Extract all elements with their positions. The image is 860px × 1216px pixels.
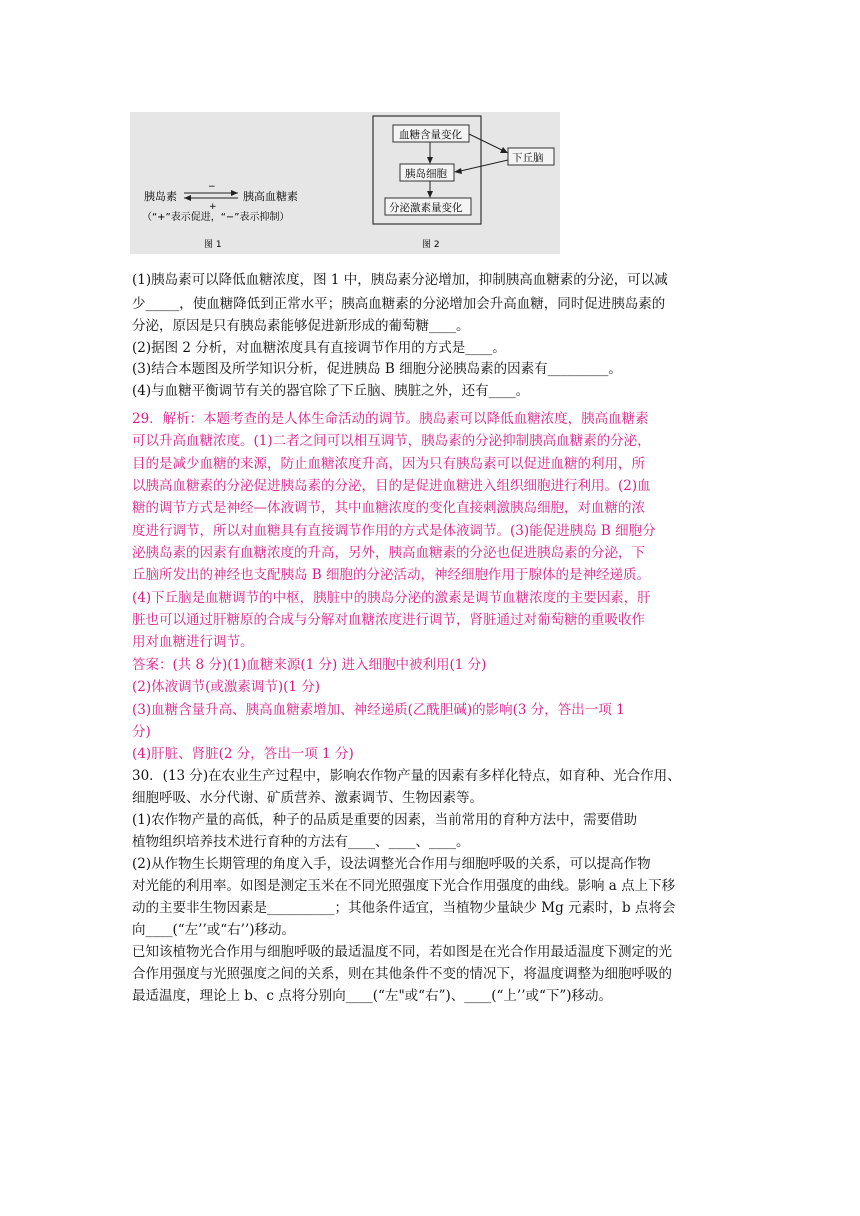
answer-line: (4)下丘脑是血糖调节的中枢，胰脏中的胰岛分泌的激素是调节血糖浓度的主要因素，肝: [132, 590, 651, 606]
answer-line: (4)肝脏、肾脏(2 分，答出一项 1 分): [132, 746, 354, 762]
fig1-arrowhead-top: [231, 190, 238, 196]
question-line: 已知该植物光合作用与细胞呼吸的最适温度不同，若如图是在光合作用最适温度下测定的光: [132, 944, 672, 960]
question-line: 30．(13 分)在农业生产过程中，影响农作物产量的因素有多样化特点，如育种、光合作用、: [132, 768, 681, 784]
question-line: (1)农作物产量的高低，种子的品质是重要的因素，当前常用的育种方法中，需要借助: [132, 812, 638, 828]
fig1-right-label: 胰高血糖素: [243, 190, 298, 203]
question-line: 植物组织培养技术进行育种的方法有____、____、____。: [132, 834, 470, 850]
fig1-sign-bottom: +: [209, 202, 217, 212]
fig2-box-hypothalamus-label: 下丘脑: [512, 152, 544, 164]
question-line: (1)胰岛素可以降低血糖浓度，图 1 中，胰岛素分泌增加，抑制胰高血糖素的分泌，可以减: [132, 272, 668, 288]
answer-line: 糖的调节方式是神经—体液调节，其中血糖浓度的变化直接刺激胰岛细胞，对血糖的浓: [132, 500, 645, 516]
question-line: (2)从作物生长期管理的角度入手，设法调整光合作用与细胞呼吸的关系，可以提高作物: [132, 856, 651, 872]
fig2-box-hormone-label: 分泌激素量变化: [389, 202, 463, 214]
fig2-arrowhead-2: [427, 191, 433, 198]
question-line: 细胞呼吸、水分代谢、矿质营养、激素调节、生物因素等。: [132, 790, 483, 806]
fig2-arrow-hypothalamus-islet: [456, 160, 508, 172]
question-line: 少_____，使血糖降低到正常水平；胰高血糖素的分泌增加会升高血糖，同时促进胰岛素的: [132, 296, 666, 312]
answer-line: 目的是减少血糖的来源，防止血糖浓度升高，因为只有胰岛素可以促进血糖的利用，所: [132, 456, 645, 472]
answer-line: 脏也可以通过肝糖原的合成与分解对血糖浓度进行调节，肾脏通过对葡萄糖的重吸收作: [132, 612, 645, 628]
question-line: (4)与血糖平衡调节有关的器官除了下丘脑、胰脏之外，还有____。: [132, 383, 530, 399]
fig1-left-label: 胰岛素: [144, 190, 177, 203]
answer-line: 度进行调节，所以对血糖具有直接调节作用的方式是体液调节。(3)能促进胰岛 B 细胞分: [132, 523, 656, 539]
question-line: (3)结合本题图及所学知识分析，促进胰岛 B 细胞分泌胰岛素的因素有_________。: [132, 361, 622, 377]
answer-line: 丘脑所发出的神经也支配胰岛 B 细胞的分泌活动，神经细胞作用于腺体的是神经递质。: [132, 567, 651, 583]
answer-line: 用对血糖进行调节。: [132, 634, 254, 650]
answer-line: 泌胰岛素的因素有血糖浓度的升高，另外，胰高血糖素的分泌也促进胰岛素的分泌，下: [132, 545, 645, 561]
fig2-box-glucose-label: 血糖含量变化: [399, 129, 462, 141]
fig1-arrowhead-bottom: [184, 195, 191, 201]
question-line: (2)据图 2 分析，对血糖浓度具有直接调节作用的方式是____。: [132, 340, 506, 356]
fig2-box-islet-label: 胰岛细胞: [405, 168, 447, 180]
question-line: 对光能的利用率。如图是测定玉米在不同光照强度下光合作用强度的曲线。影响 a 点上下移: [132, 878, 676, 894]
fig1-caption: 图 1: [204, 240, 222, 250]
fig1-note: （“+”表示促进，“−”表示抑制）: [142, 212, 290, 223]
fig2-caption: 图 2: [422, 240, 440, 250]
answer-line: (3)血糖含量升高、胰高血糖素增加、神经递质(乙酰胆碱)的影响(3 分，答出一项 1: [132, 702, 625, 718]
figure-1-2: [130, 112, 560, 254]
question-line: 向____(“左’’或“右’’)移动。: [132, 922, 296, 938]
fig2-arrow-glucose-hypothalamus: [469, 134, 506, 152]
answer-line: 29．解析：本题考查的是人体生命活动的调节。胰岛素可以降低血糖浓度，胰高血糖素: [132, 411, 649, 427]
answer-line: 以胰高血糖素的分泌促进胰岛素的分泌，目的是促进血糖进入组织细胞进行利用。(2)血: [132, 478, 651, 494]
question-line: 动的主要非生物因素是__________；其他条件适宜，当植物少量缺少 Mg 元素时，b 点将会: [132, 900, 676, 916]
figure-svg: [130, 112, 560, 254]
question-line: 分泌，原因是只有胰岛素能够促进新形成的葡萄糖____。: [132, 318, 470, 334]
question-line: 最适温度，理论上 b、c 点将分别向____(“左"或“右”)、____(“上’’或“下”)移动。: [132, 988, 613, 1004]
answer-line: 可以升高血糖浓度。(1)二者之间可以相互调节，胰岛素的分泌抑制胰高血糖素的分泌，: [132, 433, 651, 449]
question-line: 合作用强度与光照强度之间的关系，则在其他条件不变的情况下，将温度调整为细胞呼吸的: [132, 966, 672, 982]
fig1-sign-top: −: [208, 182, 216, 192]
answer-line: (2)体液调节(或激素调节)(1 分): [132, 679, 321, 695]
answer-line: 分): [132, 724, 151, 740]
fig2-arrowhead-4: [454, 168, 462, 174]
fig2-arrowhead-1: [427, 157, 433, 164]
answer-line: 答案：(共 8 分)(1)血糖来源(1 分) 进入细胞中被利用(1 分): [132, 657, 487, 673]
